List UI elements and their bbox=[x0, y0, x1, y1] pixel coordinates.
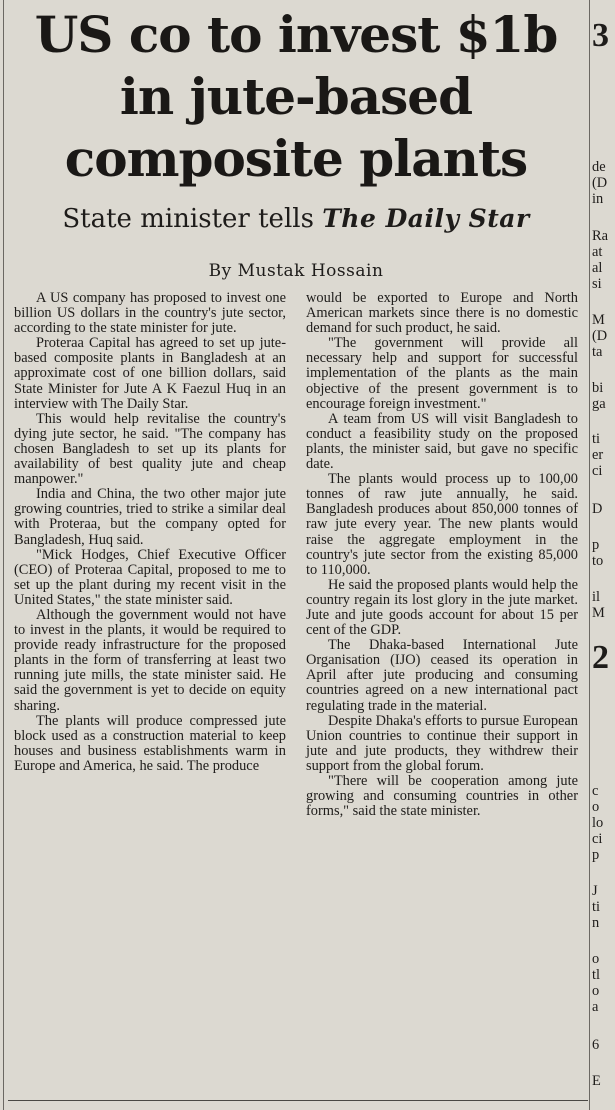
neighbor-fragment: M bbox=[592, 313, 605, 328]
paragraph: He said the proposed plants would help the country regain its lost glory in the jute market. Jute and jute goods account for about 15 per cent of the GDP. bbox=[306, 576, 578, 639]
paragraph: India and China, the two other major jute growing countries, tried to strike a similar deal with Proteraa, but the company opted for Bangladesh, Huq said. bbox=[14, 486, 286, 548]
neighbor-fragment: a bbox=[592, 1000, 599, 1015]
neighbor-fragment: in bbox=[592, 192, 604, 207]
neighbor-fragment: Ra bbox=[592, 229, 608, 244]
neighbor-fragment: ti bbox=[592, 432, 600, 447]
byline: By Mustak Hossain bbox=[208, 261, 384, 281]
paragraph: "There will be cooperation among jute growing and consuming countries in other forms," said the state minister. bbox=[306, 773, 578, 820]
paragraph: Despite Dhaka's efforts to pursue European Union countries to continue their support in jute and jute products, they withdrew their support from the global forum. bbox=[306, 712, 578, 774]
neighbor-fragment: E bbox=[592, 1074, 601, 1089]
neighbor-fragment: 6 bbox=[592, 1038, 600, 1053]
neighbor-fragment: o bbox=[592, 984, 600, 999]
neighbor-fragment: to bbox=[592, 554, 604, 569]
neighbor-fragment: tl bbox=[592, 968, 600, 983]
paragraph: "The government will provide all necessary help and support for successful implementation of the plants as the main objective of the present government is to encourage foreign investment." bbox=[306, 335, 578, 412]
paragraph: Although the government would not have to invest in the plants, it would be required to provide ready infrastructure for the proposed plants in the form of transferring at least two running jute mills, the state minister said. He said the government is yet to decide on equity sharing. bbox=[14, 606, 286, 714]
paragraph: A US company has proposed to invest one billion US dollars in the country's jute sector, according to the state minister for jute. bbox=[14, 290, 286, 337]
left-column-rule bbox=[3, 0, 4, 1110]
neighbor-fragment: ci bbox=[592, 464, 603, 479]
paragraph: Proteraa Capital has agreed to set up jute-based composite plants in Bangladesh at an approximate cost of one billion dollars, said State Minister for Jute A K Faezul Huq in an interview with The Daily Star. bbox=[14, 335, 286, 412]
neighbor-fragment: al bbox=[592, 261, 603, 276]
neighbor-fragment: at bbox=[592, 245, 603, 260]
article-column-right bbox=[306, 291, 578, 819]
headline: US co to invest $1b in jute-based composite plants bbox=[34, 5, 558, 188]
neighbor-fragment: J bbox=[592, 884, 598, 899]
neighbor-fragment: bi bbox=[592, 381, 604, 396]
paragraph: This would help revitalise the country's dying jute sector, he said. "The company has chosen Bangladesh to set up its plants for availability of best quality jute and cheap manpower." bbox=[14, 410, 286, 488]
neighbor-fragment: er bbox=[592, 448, 604, 463]
neighbor-fragment: D bbox=[592, 502, 603, 517]
neighbor-fragment: si bbox=[592, 277, 602, 292]
neighbor-fragment: ci bbox=[592, 832, 603, 847]
neighbor-fragment: c bbox=[592, 784, 599, 799]
neighbor-fragment: (D bbox=[592, 176, 608, 191]
neighbor-fragment: n bbox=[592, 916, 600, 931]
neighbor-fragment: ga bbox=[592, 397, 606, 412]
subhead-text: State minister tells bbox=[62, 204, 314, 234]
neighbor-fragment: p bbox=[592, 848, 600, 863]
neighbor-fragment: M bbox=[592, 606, 605, 621]
neighbor-fragment: de bbox=[592, 160, 606, 175]
neighbor-fragment: o bbox=[592, 800, 600, 815]
paragraph: The plants will produce compressed jute block used as a construction material to keep houses and business establishments warm in Europe and America, he said. The produce bbox=[14, 712, 286, 774]
neighbor-fragment: il bbox=[592, 590, 600, 605]
paragraph: The Dhaka-based International Jute Organisation (IJO) ceased its operation in April after jute producing and consuming countries agreed on a new international pact regulating trade in the material. bbox=[306, 637, 578, 714]
neighbor-fragment: p bbox=[592, 538, 600, 553]
neighbor-fragment: (D bbox=[592, 329, 608, 344]
paragraph: A team from US will visit Bangladesh to conduct a feasibility study on the proposed plants, the minister said, but gave no specific date. bbox=[306, 410, 578, 473]
masthead-logo: The Daily Star bbox=[322, 204, 530, 233]
neighbor-fragment: ti bbox=[592, 900, 600, 915]
neighbor-fragment: ta bbox=[592, 345, 603, 360]
paragraph: "Mick Hodges, Chief Executive Officer (CEO) of Proteraa Capital, proposed to me to set up the plant during my recent visit in the United States," the state minister said. bbox=[14, 546, 286, 608]
paragraph: would be exported to Europe and North American markets since there is no domestic demand for such product, he said. bbox=[306, 290, 578, 337]
bottom-rule bbox=[8, 1100, 588, 1101]
neighbor-fragment: o bbox=[592, 952, 600, 967]
neighbor-fragment: lo bbox=[592, 816, 604, 831]
paragraph: The plants would process up to 100,00 tonnes of raw jute annually, he said. Bangladesh produces about 850,000 tonnes of raw jute every year. The new plants would raise the aggregate employment in the country's jute sector from the existing 85,000 to 110,000. bbox=[306, 471, 578, 578]
article-column-left bbox=[14, 291, 286, 774]
right-column-rule bbox=[589, 0, 590, 1110]
subhead bbox=[10, 200, 582, 238]
neighbor-fragment: 2 bbox=[592, 640, 609, 676]
neighbor-fragment: 3 bbox=[592, 18, 609, 54]
